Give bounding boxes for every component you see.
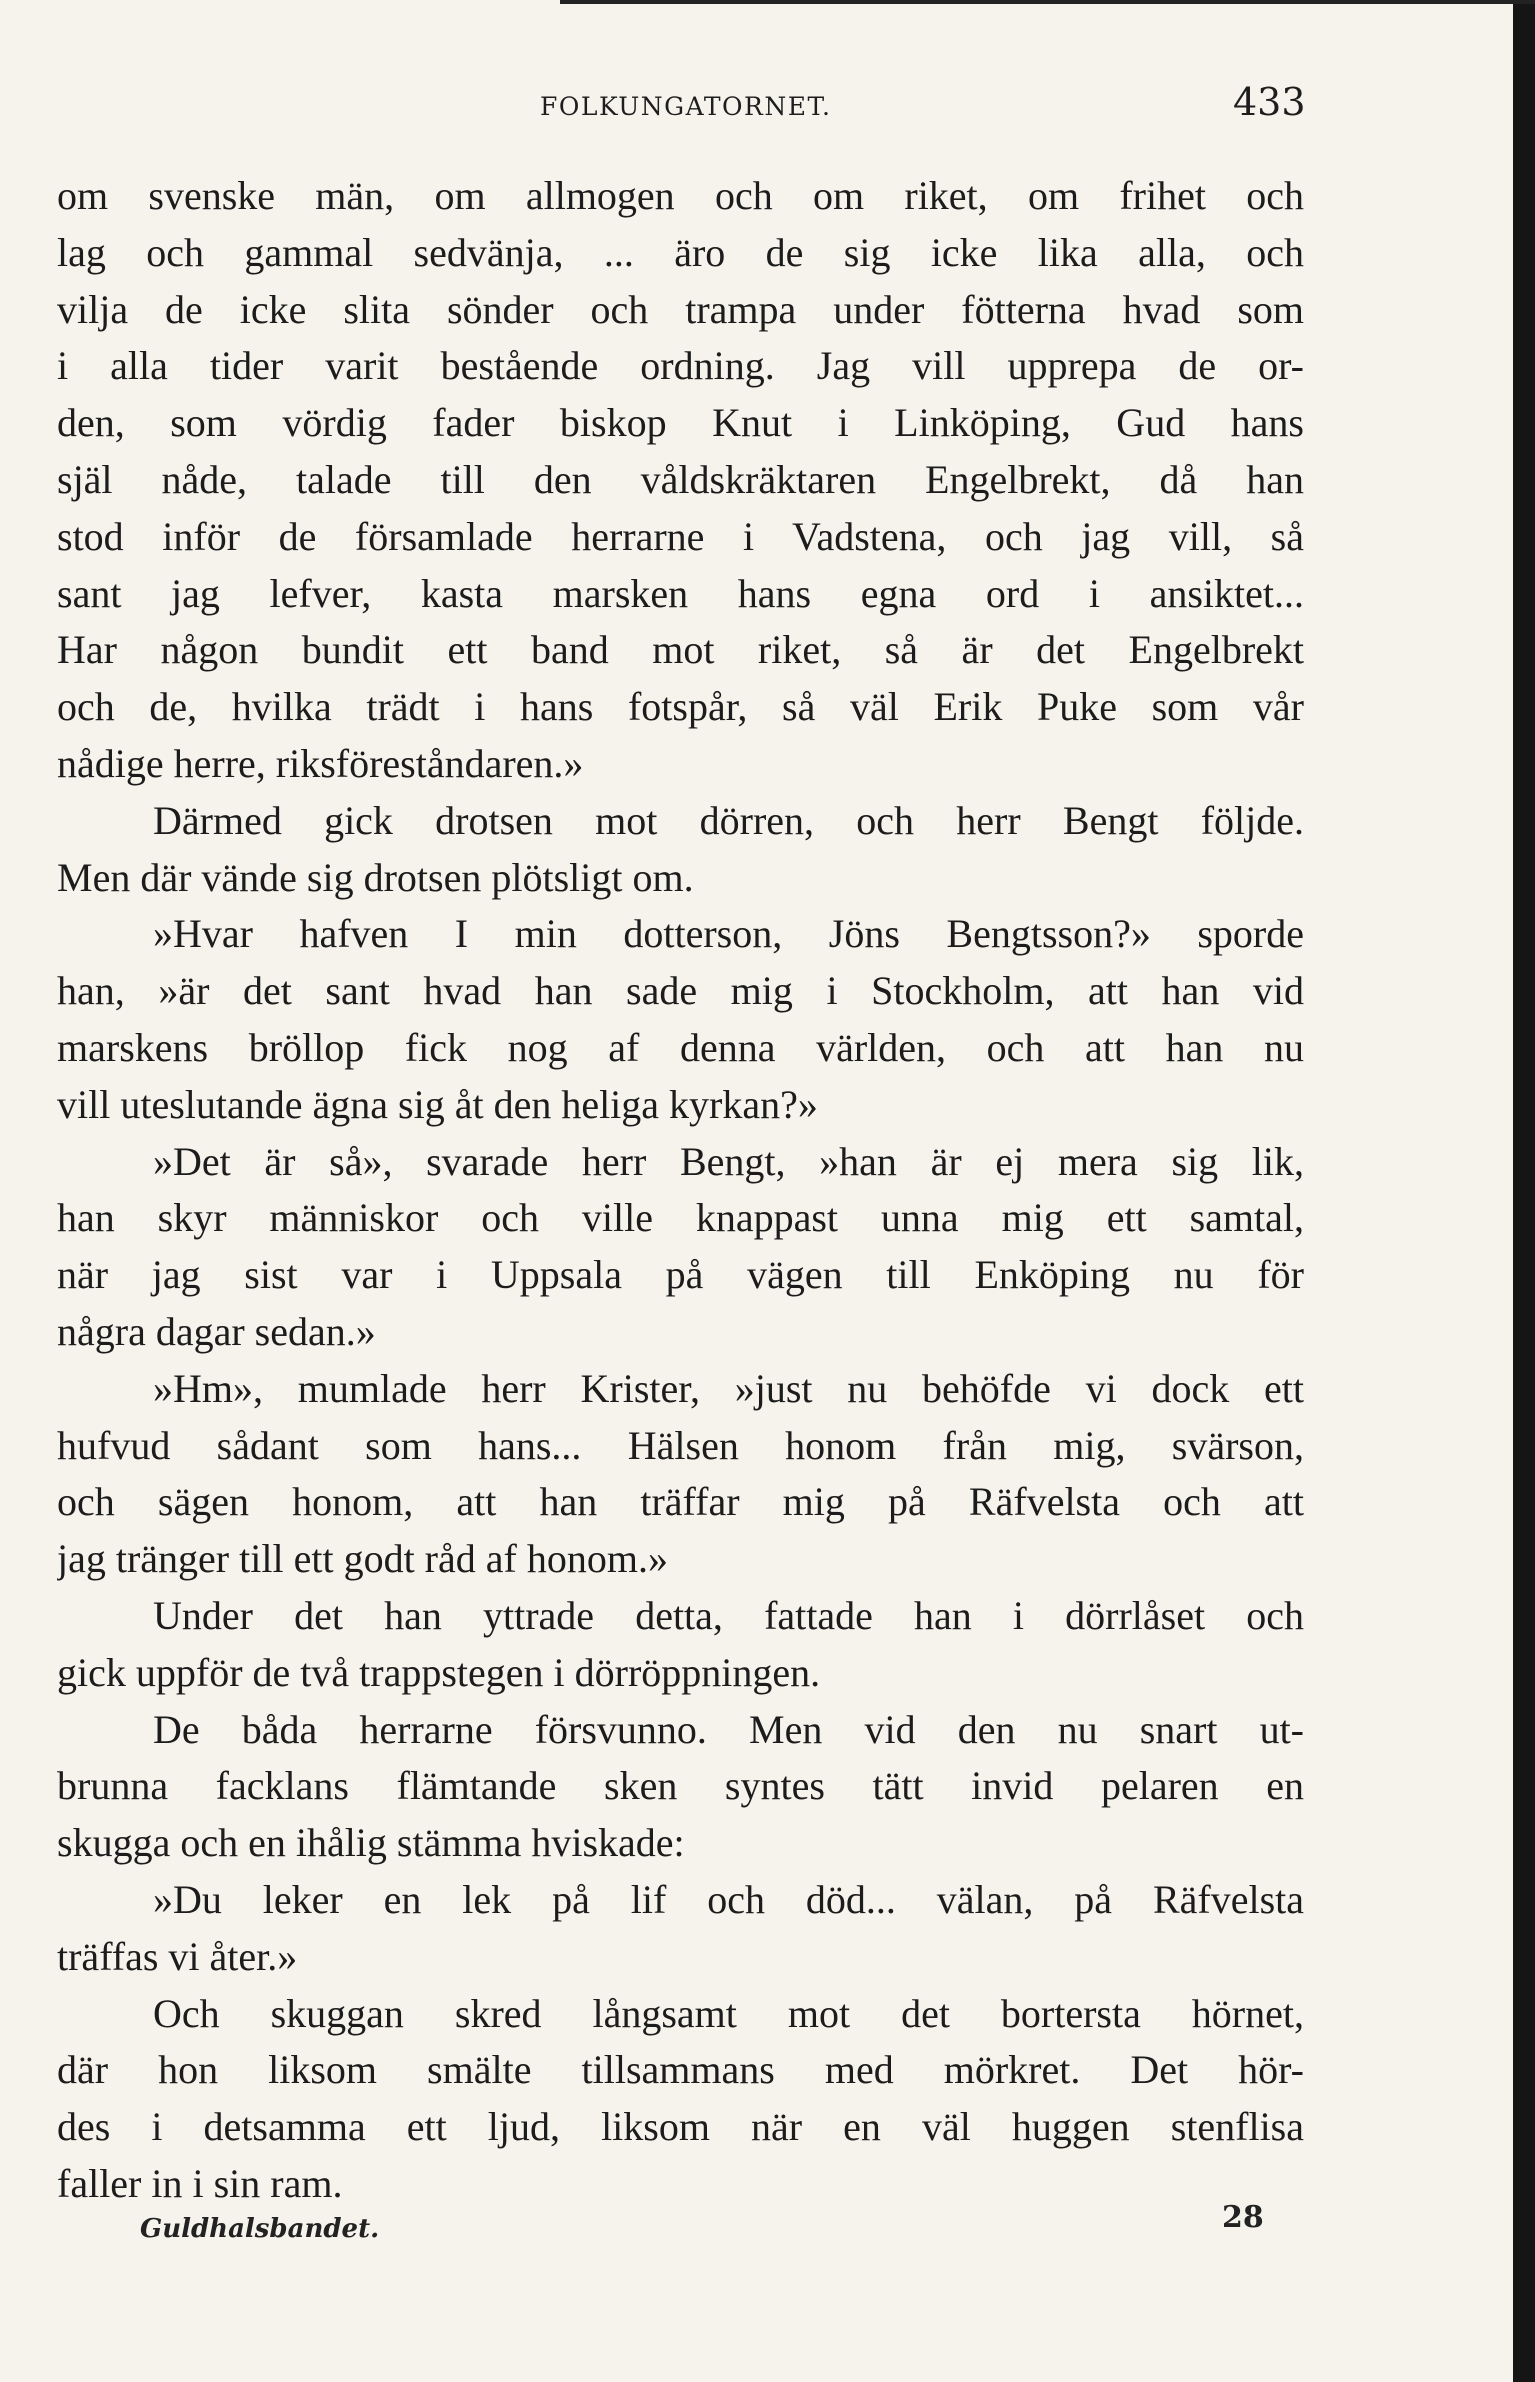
text-line: skugga och en ihålig stämma hviskade: (57, 1820, 685, 1866)
text-line: jag tränger till ett godt råd af honom.» (57, 1536, 668, 1582)
text-line: sant jag lefver, kasta marsken hans egna ord i ansiktet... (57, 570, 1304, 616)
text-line: om svenske män, om allmogen och om riket, om frihet och (57, 173, 1304, 218)
signature-mark: Guldhalsbandet. (140, 2214, 380, 2244)
page-edge-shadow (1513, 0, 1535, 2382)
text-line: marskens bröllop fick nog af denna världen, och att han nu (57, 1024, 1304, 1070)
text-line: Och skuggan skred långsamt mot det bortersta hörnet, (153, 1990, 1304, 2036)
text-line: Därmed gick drotsen mot dörren, och herr Bengt följde. (153, 797, 1304, 843)
text-line: »Det är så», svarade herr Bengt, »han är ej mera sig lik, (153, 1138, 1304, 1184)
text-line: han, »är det sant hvad han sade mig i Stockholm, att han vid (57, 968, 1304, 1014)
text-line: gick uppför de två trappstegen i dörröppningen. (57, 1649, 821, 1695)
text-line: själ nåde, talade till den våldskräktaren Engelbrekt, då han (57, 456, 1304, 502)
text-line: Under det han yttrade detta, fattade han i dörrlåset och (153, 1592, 1304, 1638)
text-line: nådige herre, riksföreståndaren.» (57, 740, 584, 786)
running-title: FOLKUNGATORNET. (540, 92, 832, 121)
text-line: stod inför de församlade herrarne i Vadstena, och jag vill, så (57, 513, 1304, 559)
page-number: 433 (1233, 80, 1306, 124)
text-line: Men där vände sig drotsen plötsligt om. (57, 854, 694, 900)
text-line: lag och gammal sedvänja, ... äro de sig icke lika alla, och (57, 229, 1304, 275)
text-line: när jag sist var i Uppsala på vägen till Enköping nu för (57, 1252, 1304, 1298)
text-line: i alla tider varit bestående ordning. Jag vill upprepa de or- (57, 343, 1304, 389)
page-top-edge (560, 0, 1535, 4)
text-line: vill uteslutande ägna sig åt den heliga kyrkan?» (57, 1081, 818, 1127)
body-text (57, 168, 1304, 2213)
text-line: faller in i sin ram. (57, 2160, 343, 2206)
text-line: Har någon bundit ett band mot riket, så är det Engelbrekt (57, 627, 1304, 673)
text-line: De båda herrarne försvunno. Men vid den nu snart ut- (153, 1706, 1304, 1752)
text-line: några dagar sedan.» (57, 1308, 376, 1354)
text-line: vilja de icke slita sönder och trampa under fötterna hvad som (57, 286, 1304, 332)
text-line: där hon liksom smälte tillsammans med mörkret. Det hör- (57, 2047, 1304, 2093)
text-line: den, som vördig fader biskop Knut i Linköping, Gud hans (57, 400, 1304, 446)
text-line: hufvud sådant som hans... Hälsen honom från mig, svärson, (57, 1422, 1304, 1468)
text-line: han skyr människor och ville knappast unna mig ett samtal, (57, 1195, 1304, 1241)
text-line: och sägen honom, att han träffar mig på Räfvelsta och att (57, 1479, 1304, 1525)
text-line: »Hvar hafven I min dotterson, Jöns Bengtsson?» sporde (153, 911, 1304, 957)
text-line: »Hm», mumlade herr Krister, »just nu behöfde vi dock ett (153, 1365, 1304, 1411)
text-line: brunna facklans flämtande sken syntes tätt invid pelaren en (57, 1763, 1304, 1809)
text-line: och de, hvilka trädt i hans fotspår, så väl Erik Puke som vår (57, 684, 1304, 730)
sheet-number: 28 (1222, 2200, 1264, 2235)
text-line: »Du leker en lek på lif och död... välan, på Räfvelsta (153, 1876, 1304, 1922)
text-line: des i detsamma ett ljud, liksom när en väl huggen stenflisa (57, 2104, 1304, 2150)
text-line: träffas vi åter.» (57, 1933, 298, 1979)
